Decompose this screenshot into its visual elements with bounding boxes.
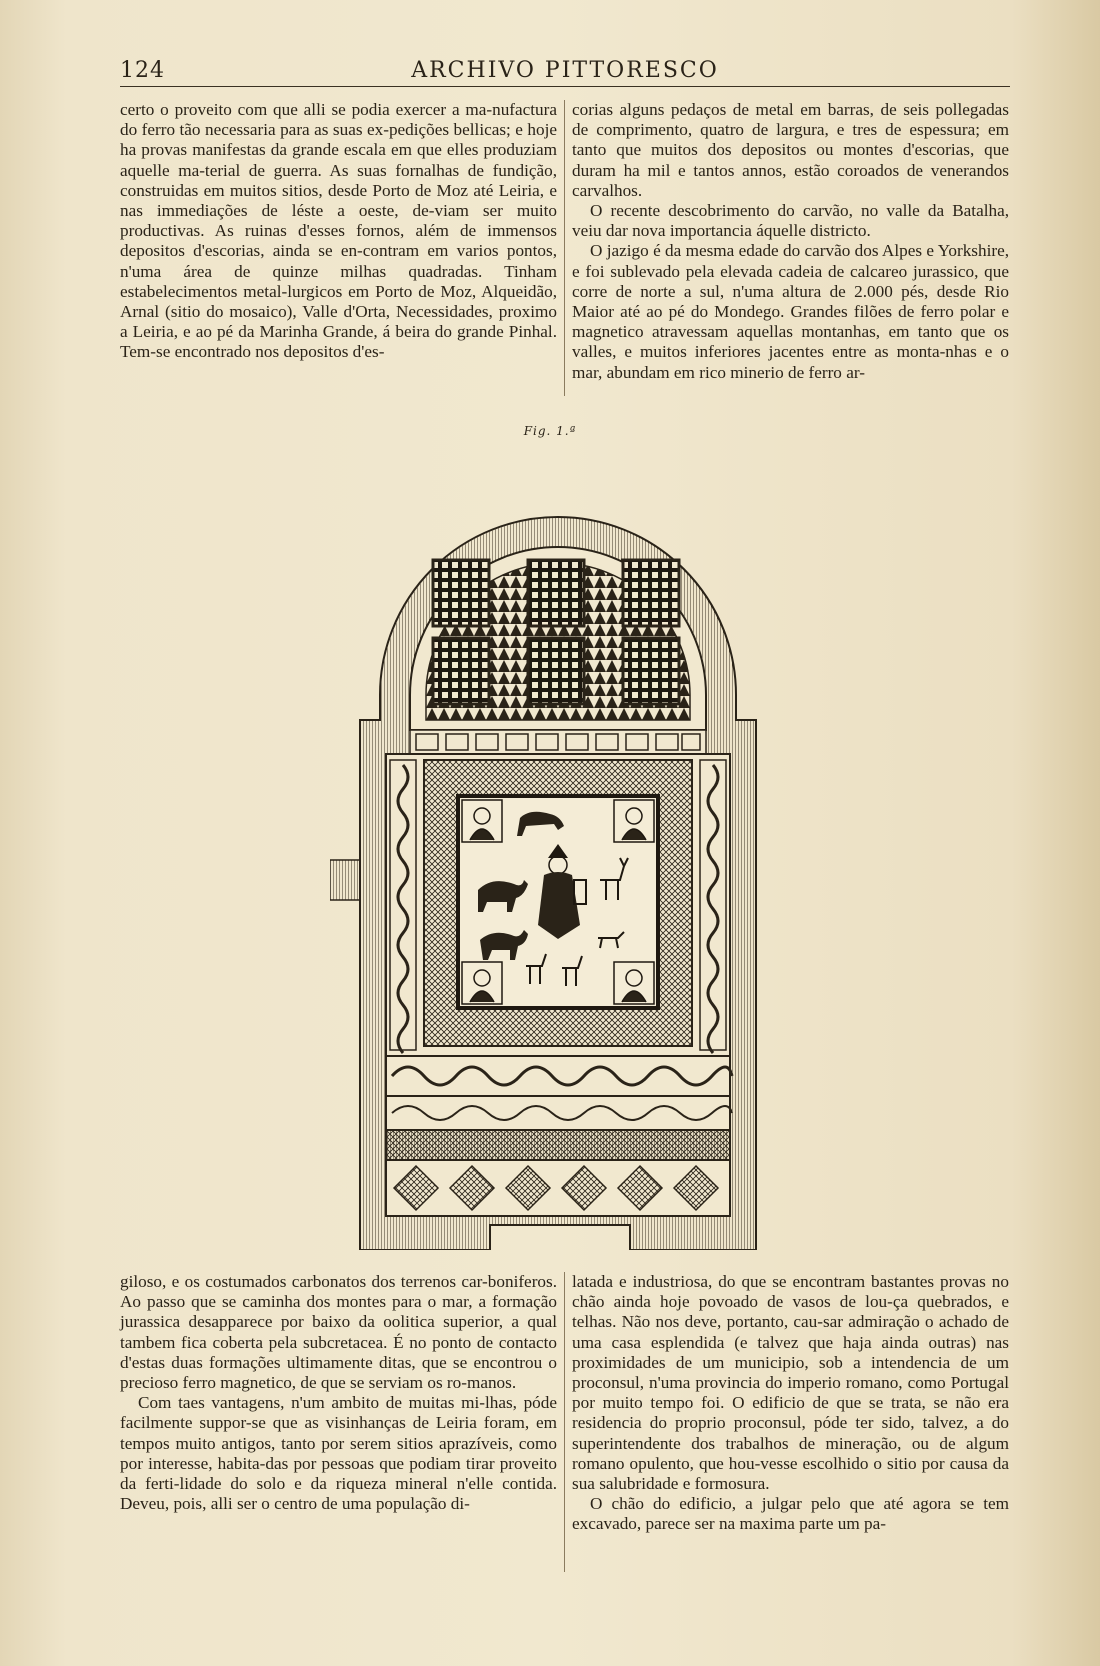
column-bottom-left — [120, 1272, 557, 1514]
paragraph: Com taes vantagens, n'um ambito de muitas mi-lhas, póde facilmente suppor-se que as visinhanças de Leiria foram, em tempos muito antigos, tanto por serem sitios aprazíveis, como por interesse, habita-das por pessoas que podiam tirar proveito da ferti-lidade do solo e da riqueza mineral n'elle contida. Deveu, pois, alli ser o centro de uma população di- — [120, 1393, 557, 1514]
mosaic-engraving — [330, 480, 790, 1250]
mosaic-illustration — [330, 480, 790, 1250]
column-rule — [564, 1272, 565, 1572]
paragraph: O chão do edificio, a julgar pelo que até agora se tem excavado, parece ser na maxima parte um pa- — [572, 1494, 1009, 1534]
column-rule — [564, 100, 565, 396]
publication-title: ARCHIVO PITTORESCO — [411, 58, 719, 83]
paragraph: O jazigo é da mesma edade do carvão dos Alpes e Yorkshire, e foi sublevado pela elevada cadeia de calcareo jurassico, que corre de norte a sul, n'uma altura de 2.000 pés, desde Rio Maior até ao pé do Mondego. Grandes filões de ferro polar e magnetico atravessam aquellas montanhas, em tanto que os valles, e muitos inferiores jacentes entre as monta-nhas e o mar, abundam em rico minerio de ferro ar- — [572, 241, 1009, 382]
column-top-left — [120, 100, 557, 363]
page-number: 124 — [120, 58, 165, 83]
paragraph: corias alguns pedaços de metal em barras, de seis pollegadas de comprimento, quatro de largura, e tres de espessura; em tanto que muitos dos depositos ou montes d'escorias, que duram ha mil e tantos annos, estão coroados de venerandos carvalhos. — [572, 100, 1009, 200]
paragraph: latada e industriosa, do que se encontram bastantes provas no chão ainda hoje povoado de vasos de lou-ça quebrados, e telhas. Não nos deve, portanto, cau-sar admiração o achado de uma casa esplendida (e talvez que haja ainda outras) nas proximidades de um municipio, sob a intendencia de um proconsul, n'uma provincia do imperio romano, como Portugal por muito tempo foi. O edificio de que se trata, se não era residencia do proprio proconsul, póde ter sido, talvez, a do superintendente dos trabalhos de mineração, ou de algum romano opulento, que hou-vesse escolhido o sitio por causa da sua salubridade e formosura. — [572, 1272, 1009, 1494]
figure-caption: Fig. 1.ª — [523, 424, 577, 438]
running-header — [120, 56, 1010, 87]
column-bottom-right — [572, 1272, 1009, 1535]
paragraph: certo o proveito com que alli se podia exercer a ma-nufactura do ferro tão necessaria para as suas ex-pedições bellicas; e hoje ha provas manifestas da grande escala em que elles produziam aquelle ma-terial de guerra. As suas fornalhas de fundição, construidas em muitos sitios, desde Porto de Moz até Leiria, e nas immediações de léste a oeste, de-viam ser muito productivas. As ruinas d'esses fornos, além de immensos depositos d'escorias, ainda se en-contram em varios pontos, n'uma área de quinze milhas quadradas. Tinham estabelecimentos metal-lurgicos em Porto de Moz, Alqueidão, Arnal (sitio do mosaico), Valle d'Orta, Necessidades, proximo a Leiria, e ao pé da Marinha Grande, á beira do grande Pinhal. Tem-se encontrado nos depositos d'es- — [120, 100, 557, 362]
paragraph: giloso, e os costumados carbonatos dos terrenos car-boniferos. Ao passo que se caminha dos montes para o mar, a formação jurassica desapparece por baixo da oolitica superior, a qual tambem fica coberta pela subcretacea. É no ponto de contacto d'estas duas formações ultimamente ditas, que se encontrou o precioso ferro magnetico, de que se serviam os ro-manos. — [120, 1272, 557, 1393]
paragraph: O recente descobrimento do carvão, no valle da Batalha, veiu dar nova importancia áquelle districto. — [572, 201, 1009, 241]
column-top-right — [572, 100, 1009, 383]
